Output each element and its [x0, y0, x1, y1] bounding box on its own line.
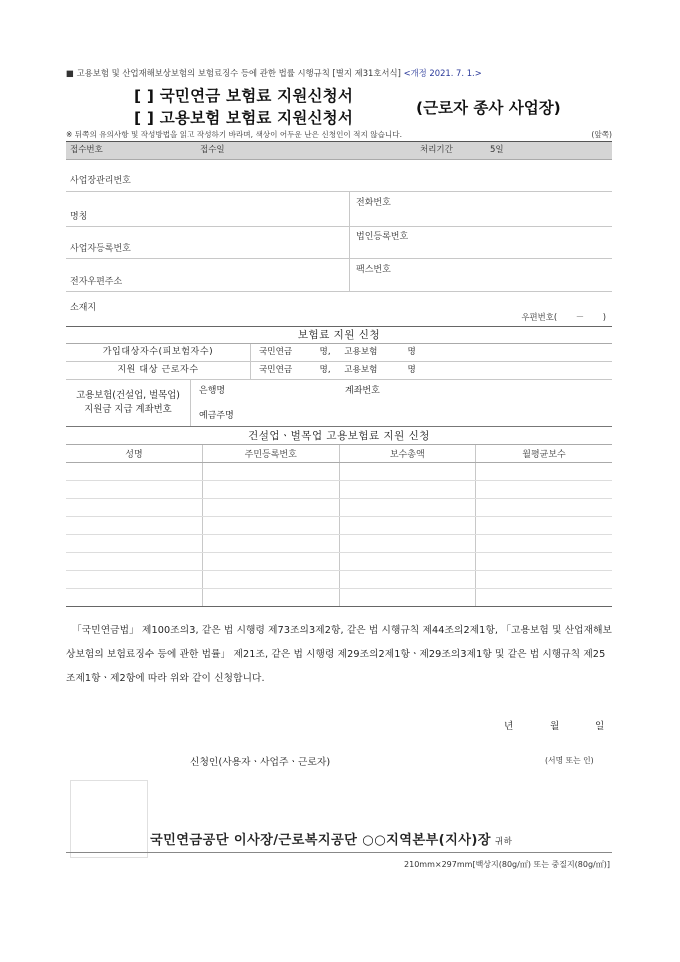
signature-placeholder[interactable]: (서명 또는 인)	[545, 756, 594, 765]
date-day[interactable]: 일	[595, 721, 605, 732]
construction-cell[interactable]	[203, 499, 340, 517]
bank-label-line2: 지원금 지급 계좌번호	[84, 404, 172, 415]
target-count-row[interactable]	[66, 362, 612, 380]
account-holder-field[interactable]: 예금주명	[199, 411, 234, 421]
construction-row	[66, 535, 612, 553]
legal-basis-text: ■ 고용보험 및 산업재해보상보험의 보험료징수 등에 관한 법률 시행규칙 [별지 제31호서식]	[66, 68, 401, 78]
construction-cell[interactable]	[339, 499, 476, 517]
construction-cell[interactable]	[66, 517, 203, 535]
construction-header-row	[66, 445, 612, 463]
phone-label: 전화번호	[356, 198, 391, 208]
insured-count-value: 국민연금 명, 고용보험 명	[259, 347, 416, 357]
construction-table	[66, 445, 612, 607]
construction-cell[interactable]	[66, 499, 203, 517]
page-side: (앞쪽)	[591, 130, 612, 139]
title-employment-checkbox-line[interactable]: [ ] 고용보험 보험료 지원신청서	[134, 109, 354, 127]
corp-reg-no-field[interactable]	[350, 227, 612, 258]
construction-row	[66, 481, 612, 499]
legal-basis	[66, 66, 612, 80]
construction-cell[interactable]	[339, 517, 476, 535]
name-field[interactable]	[66, 192, 350, 226]
receipt-number-label: 접수번호	[70, 145, 103, 155]
mgmt-no-label: 사업장관리번호	[70, 176, 131, 186]
construction-table-body	[66, 463, 612, 607]
bottom-rule	[66, 852, 612, 853]
construction-row	[66, 553, 612, 571]
fax-field[interactable]	[350, 259, 612, 291]
bank-account-fields	[191, 380, 612, 426]
postal-code: 우편번호( － )	[521, 312, 606, 322]
bank-label-line1: 고용보험(건설업, 벌목업)	[76, 390, 180, 401]
recipient	[150, 829, 512, 848]
name-phone-row	[66, 192, 612, 227]
biz-reg-no-field[interactable]	[66, 227, 350, 258]
construction-row	[66, 463, 612, 481]
construction-cell[interactable]	[203, 571, 340, 589]
name-label: 명칭	[70, 212, 88, 222]
support-section-title: 보험료 지원 신청	[66, 326, 612, 344]
construction-row	[66, 499, 612, 517]
construction-cell[interactable]	[339, 553, 476, 571]
corp-reg-no-label: 법인등록번호	[356, 232, 409, 242]
construction-cell[interactable]	[476, 517, 613, 535]
construction-cell[interactable]	[339, 589, 476, 607]
recipient-name: 국민연금공단 이사장/근로복지공단 ○○지역본부(지사)장	[150, 833, 491, 848]
construction-cell[interactable]	[476, 535, 613, 553]
processing-period-value: 5일	[490, 145, 504, 155]
construction-cell[interactable]	[476, 499, 613, 517]
col-name: 성명	[66, 445, 203, 463]
target-count-label: 지원 대상 근로자수	[66, 362, 251, 379]
notice	[66, 128, 612, 141]
receipt-date-label: 접수일	[200, 145, 225, 155]
title-pension-checkbox-line[interactable]: [ ] 국민연금 보험료 지원신청서	[134, 87, 354, 105]
application-form	[66, 66, 612, 691]
construction-cell[interactable]	[203, 517, 340, 535]
applicant-label: 신청인(사용자ㆍ사업주ㆍ근로자)	[190, 757, 331, 768]
receipt-row	[66, 141, 612, 160]
bank-account-block	[66, 380, 612, 427]
construction-cell[interactable]	[66, 481, 203, 499]
paper-size: 210mm×297mm[백상지(80g/㎡) 또는 중질지(80g/㎡)]	[404, 860, 610, 869]
form-subtitle: (근로자 종사 사업장)	[416, 99, 561, 117]
construction-cell[interactable]	[66, 571, 203, 589]
construction-row	[66, 571, 612, 589]
construction-cell[interactable]	[203, 535, 340, 553]
construction-cell[interactable]	[203, 463, 340, 481]
notice-text: ※ 뒤쪽의 유의사항 및 작성방법을 읽고 작성하기 바라며, 색상이 어두운 난은 신청인이 적지 않습니다.	[66, 130, 402, 139]
insured-count-row[interactable]	[66, 344, 612, 362]
construction-cell[interactable]	[66, 589, 203, 607]
insured-count-label: 가입대상자수(피보험자수)	[66, 344, 251, 361]
address-label: 소재지	[70, 303, 97, 313]
date-year[interactable]: 년	[504, 721, 514, 732]
statement: 「국민연금법」 제100조의3, 같은 법 시행령 제73조의3제2항, 같은 법 시행규칙 제44조의2제1항, 「고용보험 및 산업재해보상보험의 보험료징수 등에 관한 법률」 제21조, 같은 법 시행령 제29조의2제1항ㆍ제29조의3제1항 및 같은 법 시행규칙 제25조제1항ㆍ제2항에 따라 위와 같이 신청합니다.	[66, 625, 612, 684]
construction-section-title: 건설업ㆍ벌목업 고용보험료 지원 신청	[66, 428, 612, 445]
reg-no-row	[66, 227, 612, 259]
construction-row	[66, 517, 612, 535]
construction-cell[interactable]	[476, 553, 613, 571]
address-field[interactable]	[66, 292, 612, 326]
bank-name-field[interactable]: 은행명	[199, 386, 226, 396]
col-resident-no: 주민등록번호	[203, 445, 340, 463]
biz-reg-no-label: 사업자등록번호	[70, 244, 131, 254]
construction-row	[66, 589, 612, 607]
bank-account-label	[66, 380, 191, 426]
construction-cell[interactable]	[203, 553, 340, 571]
fax-label: 팩스번호	[356, 265, 391, 275]
construction-cell[interactable]	[66, 463, 203, 481]
account-no-field[interactable]: 계좌번호	[345, 386, 380, 396]
construction-cell[interactable]	[339, 463, 476, 481]
receipt-stamp-box	[70, 780, 148, 858]
construction-cell[interactable]	[339, 481, 476, 499]
email-fax-row	[66, 259, 612, 292]
construction-cell[interactable]	[203, 589, 340, 607]
construction-cell[interactable]	[476, 463, 613, 481]
col-monthly-avg-pay: 월평균보수	[476, 445, 613, 463]
target-count-value: 국민연금 명, 고용보험 명	[259, 365, 416, 375]
form-title	[66, 82, 612, 128]
date-month[interactable]: 월	[550, 721, 560, 732]
construction-cell[interactable]	[203, 481, 340, 499]
construction-cell[interactable]	[66, 553, 203, 571]
mgmt-no-field[interactable]	[66, 160, 612, 192]
construction-cell[interactable]	[476, 589, 613, 607]
email-field[interactable]	[66, 259, 350, 291]
processing-period-label: 처리기간	[420, 145, 453, 155]
construction-cell[interactable]	[339, 535, 476, 553]
construction-cell[interactable]	[66, 535, 203, 553]
phone-field[interactable]	[350, 192, 612, 226]
col-total-pay: 보수총액	[339, 445, 476, 463]
email-label: 전자우편주소	[70, 277, 123, 287]
construction-cell[interactable]	[476, 571, 613, 589]
recipient-suffix: 귀하	[494, 837, 513, 847]
construction-cell[interactable]	[476, 481, 613, 499]
revision-date: <개정 2021. 7. 1.>	[403, 68, 482, 78]
construction-cell[interactable]	[339, 571, 476, 589]
